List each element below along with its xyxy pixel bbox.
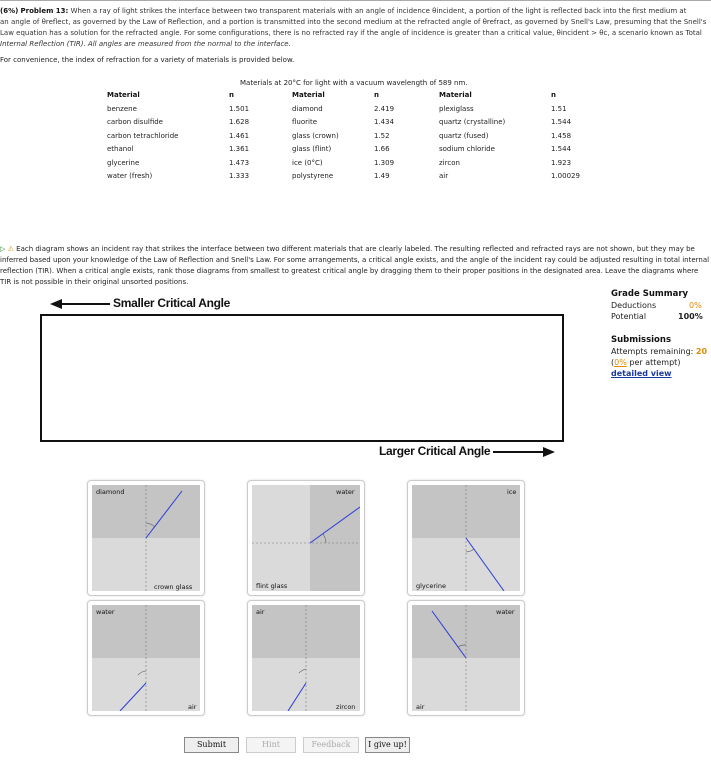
diagram-card-ice-glycerine[interactable] — [407, 480, 525, 596]
card-top-label: ice — [507, 488, 517, 496]
attempts-remaining: Attempts remaining: 20 — [611, 347, 708, 356]
diagram-water-air-1 — [92, 605, 200, 711]
left-arrow-icon — [50, 298, 110, 310]
problem-weight: (6%) — [0, 7, 19, 15]
hint-button[interactable]: Hint — [246, 737, 296, 753]
diagram-card-air-zircon[interactable] — [247, 600, 365, 716]
instructions: ▷ ⚠ Each diagram shows an incident ray that strikes the interface between two different materials that are clearly labeled. The resulting reflected and refracted rays are not shown, but they may be inferred based upon your knowledge of the Law of Reflection and Snell's Law. For some arrangements, a critical angle exists, and the angle of the incident ray could be adjusted resulting in total internal reflection (TIR). When a critical angle exists, rank those diagrams from smallest to greatest critical angle by dragging them to their proper positions in the designated area. Leave the diagrams where TIR is not possible in their original unsorted positions. — [0, 245, 710, 286]
card-bottom-label: flint glass — [256, 582, 288, 590]
diagram-diamond-crown-glass — [92, 485, 200, 591]
detailed-view-link[interactable]: detailed view — [611, 369, 672, 378]
warning-icon: ⚠ — [7, 245, 14, 253]
card-bottom-label: glycerine — [416, 582, 446, 590]
card-bottom-label: crown glass — [154, 583, 193, 591]
card-top-label: water — [96, 608, 115, 616]
smaller-critical-angle-header — [50, 296, 230, 310]
problem-statement — [0, 6, 711, 50]
larger-critical-angle-header — [379, 444, 555, 458]
diagram-card-water-air[interactable] — [87, 600, 205, 716]
card-top-label: air — [256, 608, 265, 616]
card-top-label: water — [336, 488, 355, 496]
card-top-label: water — [496, 608, 515, 616]
problem-label: Problem 13: — [20, 7, 69, 15]
grade-summary — [611, 289, 688, 299]
larger-label: Larger Critical Angle — [379, 444, 491, 458]
submissions-title: Submissions — [611, 335, 672, 345]
feedback-button[interactable]: Feedback — [303, 737, 359, 753]
ranking-drop-area[interactable] — [40, 314, 564, 442]
table-col3-n: n 1.51 1.544 1.458 1.544 1.923 1.00029 — [551, 91, 580, 180]
potential-label: Potential — [611, 312, 647, 321]
right-arrow-icon — [493, 446, 555, 458]
card-bottom-label: zircon — [336, 703, 356, 711]
problem-text-3: Law equation has a solution for the refracted angle. For some configurations, there is no refracted ray if the angle of incidence is greater than a critical value, θincident > θc, a scenario known as Total — [0, 29, 702, 37]
diagram-ice-glycerine — [412, 485, 520, 591]
submit-button[interactable]: Submit — [184, 737, 239, 753]
expand-triangle-icon[interactable]: ▷ — [0, 245, 6, 253]
convenience-note: For convenience, the index of refraction for a variety of materials is provided below. — [0, 56, 295, 64]
submissions — [611, 335, 671, 345]
table-col2-material: Material diamond fluorite glass (crown) glass (flint) ice (0°C) polystyrene — [292, 91, 339, 180]
table-col2-n: n 2.419 1.434 1.52 1.66 1.309 1.49 — [374, 91, 395, 180]
potential-value: 100% — [678, 312, 703, 321]
attempts-value: 20 — [695, 347, 708, 356]
diagram-water-flint-glass — [252, 485, 360, 591]
diagram-water-air-2 — [412, 605, 520, 711]
diagram-air-zircon — [252, 605, 360, 711]
diagram-card-diamond-crown-glass[interactable] — [87, 480, 205, 596]
card-bottom-label: air — [188, 703, 197, 711]
card-top-label: diamond — [96, 488, 125, 496]
diagram-card-water-flint-glass[interactable] — [247, 480, 365, 596]
deductions-label: Deductions — [611, 301, 657, 310]
grade-summary-title: Grade Summary — [611, 289, 689, 299]
table-col3-material: Material plexiglass quartz (crystalline) quartz (fused) sodium chloride zircon air — [439, 91, 506, 180]
table-col1-n: n 1.501 1.628 1.461 1.361 1.473 1.333 — [229, 91, 250, 180]
smaller-label: Smaller Critical Angle — [113, 296, 231, 310]
table-caption: Materials at 20°C for light with a vacuum wavelength of 589 nm. — [240, 79, 468, 87]
diagram-card-water-air[interactable] — [407, 600, 525, 716]
top-divider — [0, 0, 711, 1]
problem-text-2: an angle of θreflect, as governed by the Law of Reflection, and a portion is transmitted into the second medium at the refracted angle of θrefract, as governed by Snell's Law, presuming that the Snell's — [0, 18, 707, 26]
problem-text-1: When a ray of light strikes the interface between two transparent materials with an angle of incidence θincident, a portion of the light is reflected back into the first medium at — [70, 7, 687, 15]
table-col1-material: Material benzene carbon disulfide carbon tetrachloride ethanol glycerine water (fresh) — [107, 91, 179, 180]
deductions-value: 0% — [689, 301, 702, 310]
per-attempt: (0% per attempt) — [611, 358, 681, 367]
give-up-button[interactable]: I give up! — [365, 737, 410, 753]
card-bottom-label: air — [416, 703, 425, 711]
problem-text-4: Internal Reflection (TIR). All angles are measured from the normal to the interface. — [0, 40, 291, 48]
